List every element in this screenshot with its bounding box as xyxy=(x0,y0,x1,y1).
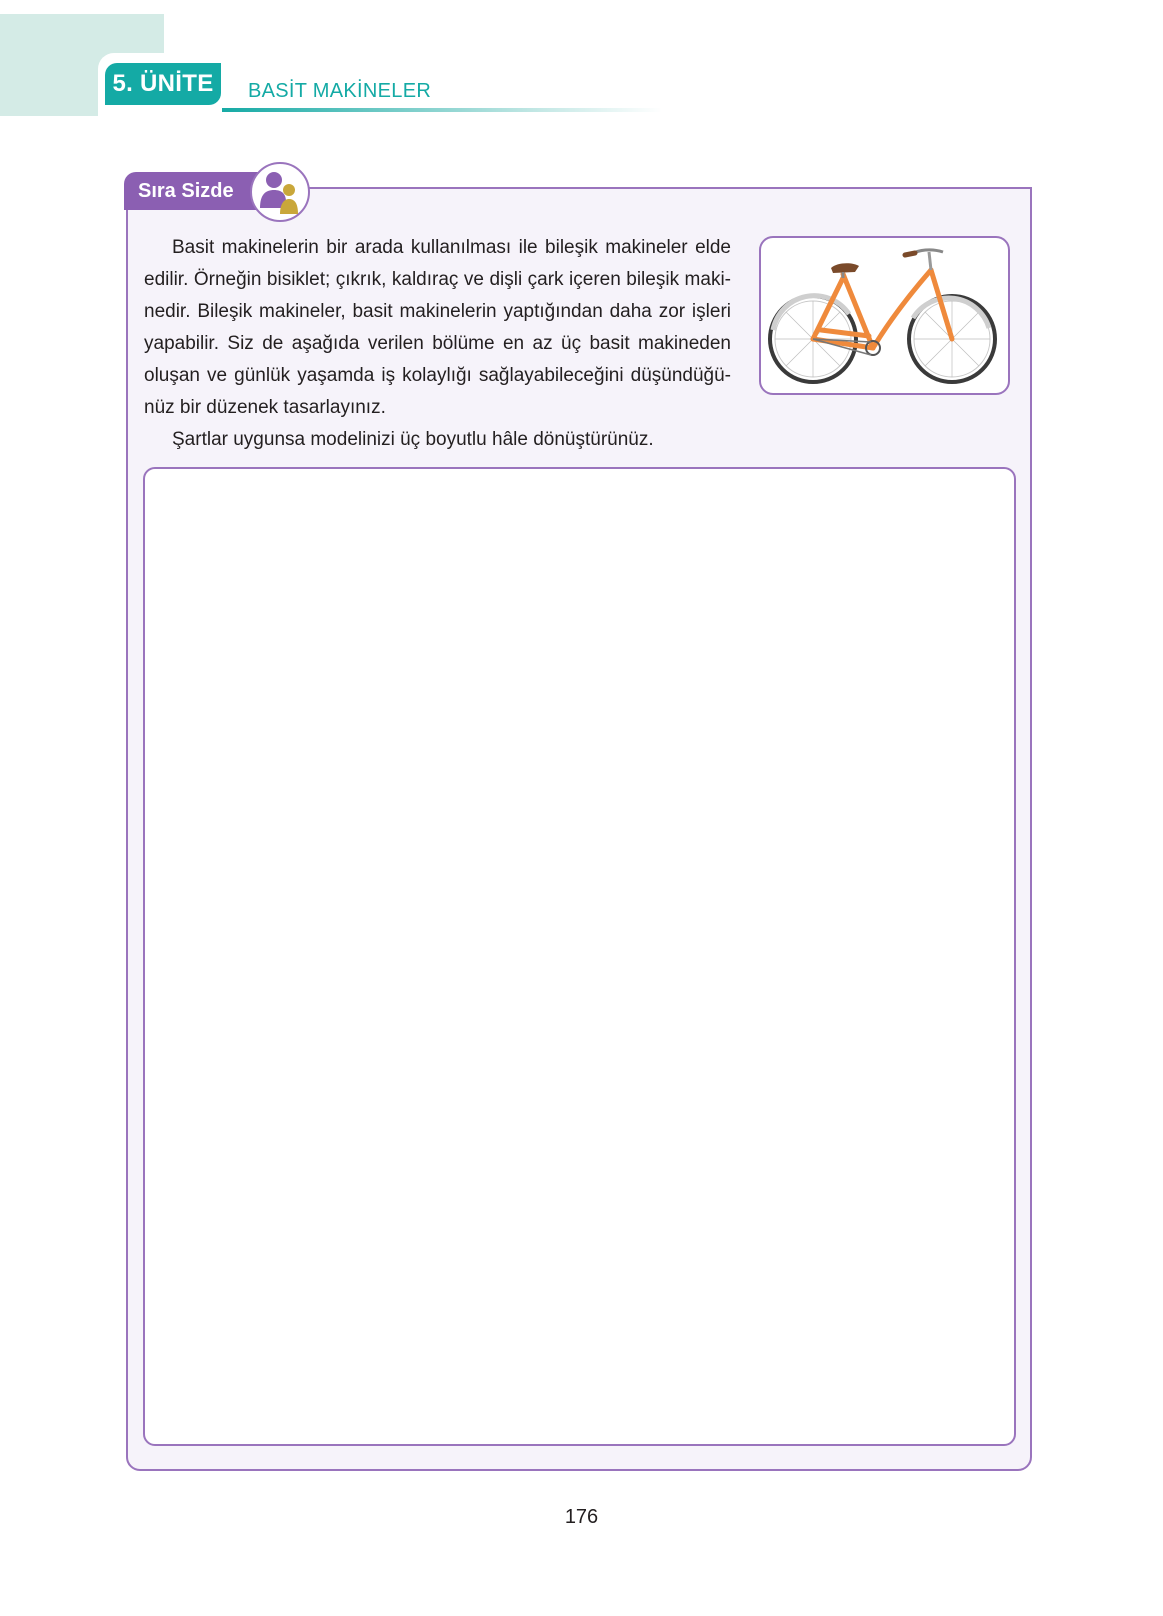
text-line: yapabilir. Siz de aşağıda verilen bölüme en az üç basit makineden xyxy=(144,333,731,354)
text-line: Şartlar uygunsa modelinizi üç boyutlu hâle dönüştürünüz. xyxy=(172,429,654,450)
activity-text xyxy=(144,232,731,456)
text-line: nüz bir düzenek tasarlayınız. xyxy=(144,397,386,418)
text-line: edilir. Örneğin bisiklet; çıkrık, kaldıraç ve dişli çark içeren bileşik maki- xyxy=(144,269,731,290)
page-number: 176 xyxy=(564,1506,599,1528)
bicycle-illustration xyxy=(761,238,1008,393)
unit-title: BASİT MAKİNELER xyxy=(248,80,432,102)
text-line: oluşan ve günlük yaşamda iş kolaylığı sağlayabileceğini düşündüğü- xyxy=(144,365,731,386)
unit-label: 5. ÜNİTE xyxy=(105,63,221,105)
bicycle-photo xyxy=(759,236,1010,395)
people-icon xyxy=(250,162,310,222)
drawing-answer-area[interactable] xyxy=(143,467,1016,1446)
unit-badge xyxy=(98,53,229,119)
text-line: nedir. Bileşik makineler, basit makinelerin yaptığından daha zor işleri xyxy=(144,301,731,322)
activity-tab-label: Sıra Sizde xyxy=(124,172,266,210)
text-line: Basit makinelerin bir arada kullanılması ile bileşik makineler elde xyxy=(172,237,731,258)
header-rule xyxy=(222,108,662,112)
